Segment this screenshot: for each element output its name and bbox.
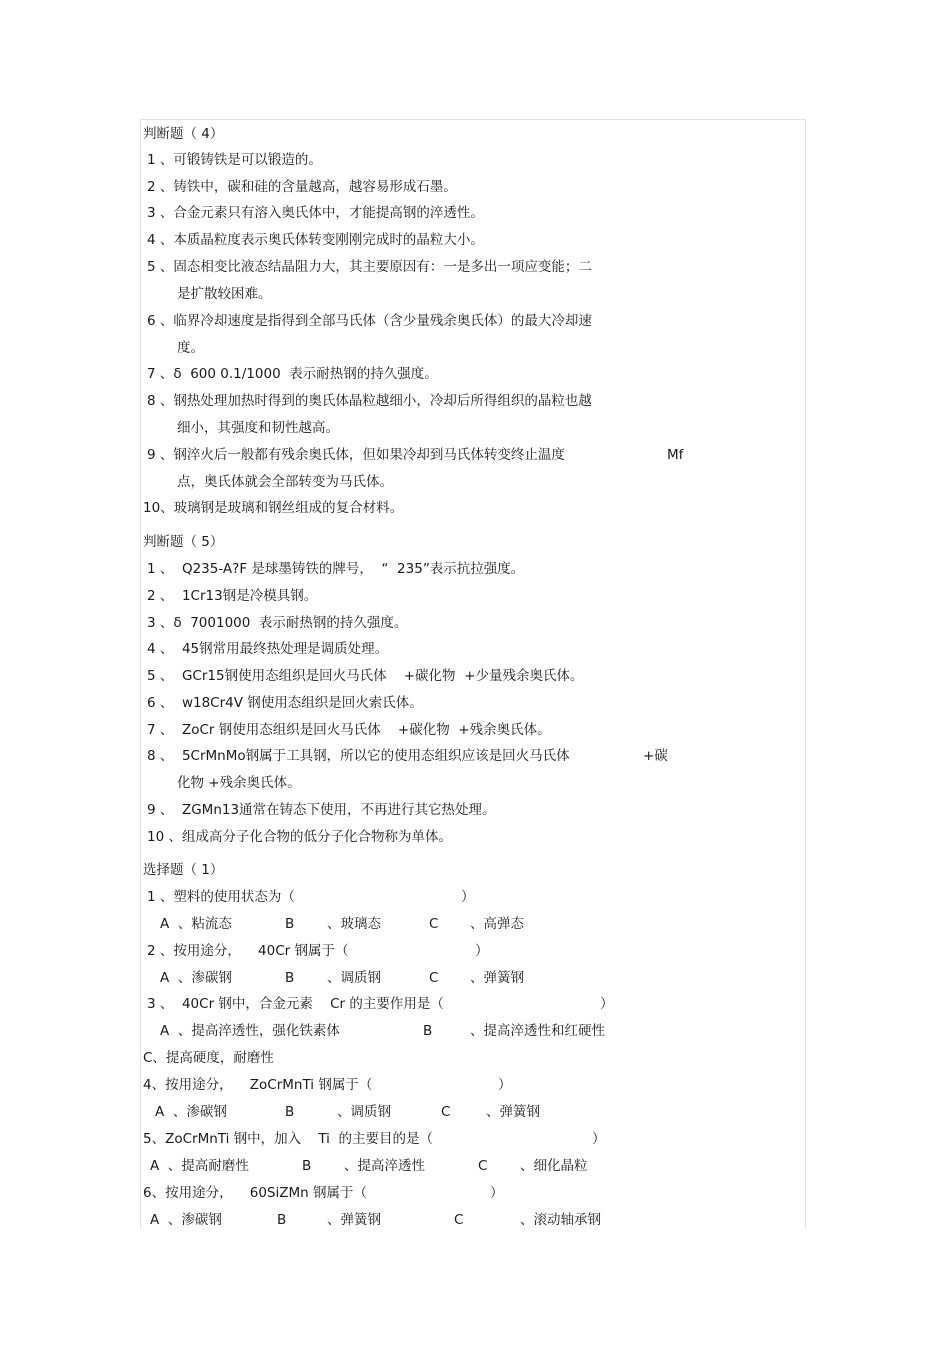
judgement-4-item-1: 1 、可锻铸铁是可以锻造的。 — [147, 152, 322, 168]
judgement-5-item-7: 7 、 ZoCr 钢使用态组织是回火马氏体 +碳化物 +残余奥氏体。 — [147, 722, 551, 738]
judgement-5-item-5: 5 、 GCr15钢使用态组织是回火马氏体 +碳化物 +少量残余奥氏体。 — [147, 668, 584, 684]
choice-q4-option-b-text: 、调质钢 — [337, 1104, 391, 1120]
judgement-5-item-1: 1 、 Q235-A?F 是球墨铸铁的牌号， “ 235”表示抗拉强度。 — [147, 561, 525, 577]
judgement-5-item-4: 4 、 45钢常用最终热处理是调质处理。 — [147, 641, 389, 657]
choice-q1-option-b-text: 、玻璃态 — [327, 916, 381, 932]
choice-q2-option-b-letter: B — [285, 970, 295, 986]
choice-q3-option-b-letter: B — [423, 1023, 433, 1039]
judgement-4-item-5-cont: 是扩散较困难。 — [177, 286, 272, 302]
choice-q1-option-c-text: 、高弹态 — [470, 916, 524, 932]
judgement-4-item-7: 7 、δ 600 0.1/1000 表示耐热钢的持久强度。 — [147, 366, 438, 382]
choice-q6-option-b-text: 、弹簧钢 — [327, 1212, 381, 1228]
judgement-5-item-8: 8 、 5CrMnMo钢属于工具钢，所以它的使用态组织应该是回火马氏体 — [147, 748, 570, 764]
judgement-4-item-9-cont: 点，奥氏体就会全部转变为马氏体。 — [177, 474, 393, 490]
choice-q5-option-c-letter: C — [478, 1158, 488, 1174]
judgement-5-item-6: 6 、 w18Cr4V 钢使用态组织是回火索氏体。 — [147, 695, 423, 711]
choice-q5-option-b-text: 、提高淬透性 — [344, 1158, 425, 1174]
judgement-5-item-8-cont: 化物 +残余奥氏体。 — [177, 775, 301, 791]
judgement-5-item-10: 10 、组成高分子化合物的低分子化合物称为单体。 — [147, 829, 452, 845]
choice-q2-stem: 2 、按用途分， 40Cr 钢属于（ — [147, 943, 349, 959]
choice-q4-option-b-letter: B — [285, 1104, 295, 1120]
judgement-5-item-3: 3 、δ 7001000 表示耐热钢的持久强度。 — [147, 615, 408, 631]
section-heading-choice-1: 选择题（ 1） — [143, 862, 224, 878]
choice-q6-stem: 6、按用途分， 60SiZMn 钢属于（ — [143, 1185, 367, 1201]
judgement-4-item-8: 8 、钢热处理加热时得到的奥氏体晶粒越细小，冷却后所得组织的晶粒也越 — [147, 393, 592, 409]
choice-q1-close-paren: ） — [461, 889, 475, 905]
choice-q4-option-a: A 、渗碳钢 — [155, 1104, 227, 1120]
choice-q6-option-b-letter: B — [277, 1212, 287, 1228]
judgement-4-item-5: 5 、固态相变比液态结晶阻力大，其主要原因有：一是多出一项应变能；二 — [147, 259, 592, 275]
choice-q2-option-c-text: 、弹簧钢 — [470, 970, 524, 986]
choice-q5-option-b-letter: B — [302, 1158, 312, 1174]
judgement-4-item-2: 2 、铸铁中，碳和硅的含量越高，越容易形成石墨。 — [147, 179, 457, 195]
judgement-4-item-9-mf: Mf — [667, 447, 684, 463]
choice-q3-option-c: C、提高硬度，耐磨性 — [143, 1050, 274, 1066]
choice-q3-stem: 3 、 40Cr 钢中，合金元素 Cr 的主要作用是（ — [147, 996, 444, 1012]
judgement-4-item-4: 4 、本质晶粒度表示奥氏体转变刚刚完成时的晶粒大小。 — [147, 232, 484, 248]
choice-q4-stem: 4、按用途分， ZoCrMnTi 钢属于（ — [143, 1077, 373, 1093]
choice-q6-option-a: A 、渗碳钢 — [150, 1212, 222, 1228]
choice-q1-stem: 1 、塑料的使用状态为（ — [147, 889, 295, 905]
judgement-4-item-6-cont: 度。 — [177, 340, 204, 356]
judgement-4-item-3: 3 、合金元素只有溶入奥氏体中，才能提高钢的淬透性。 — [147, 205, 484, 221]
choice-q2-option-c-letter: C — [429, 970, 439, 986]
choice-q5-option-c-text: 、细化晶粒 — [520, 1158, 588, 1174]
choice-q1-option-b-letter: B — [285, 916, 295, 932]
choice-q2-option-b-text: 、调质钢 — [327, 970, 381, 986]
choice-q1-option-a: A 、粘流态 — [160, 916, 232, 932]
choice-q2-option-a: A 、渗碳钢 — [160, 970, 232, 986]
section-heading-judgement-5: 判断题（ 5） — [143, 534, 224, 550]
choice-q5-option-a: A 、提高耐磨性 — [150, 1158, 249, 1174]
choice-q1-option-c-letter: C — [429, 916, 439, 932]
section-heading-judgement-4: 判断题（ 4） — [143, 126, 224, 142]
judgement-4-item-9: 9 、钢淬火后一般都有残余奥氏体，但如果冷却到马氏体转变终止温度 — [147, 447, 565, 463]
choice-q2-close-paren: ） — [475, 943, 489, 959]
judgement-4-item-6: 6 、临界冷却速度是指得到全部马氏体（含少量残余奥氏体）的最大冷却速 — [147, 313, 592, 329]
choice-q6-option-c-letter: C — [454, 1212, 464, 1228]
choice-q3-option-a: A 、提高淬透性，强化铁素体 — [160, 1023, 340, 1039]
judgement-5-item-9: 9 、 ZGMn13通常在铸态下使用，不再进行其它热处理。 — [147, 802, 496, 818]
choice-q3-close-paren: ） — [600, 996, 614, 1012]
judgement-4-item-8-cont: 细小，其强度和韧性越高。 — [177, 420, 339, 436]
choice-q4-close-paren: ） — [498, 1077, 512, 1093]
judgement-5-item-2: 2 、 1Cr13钢是冷模具钢。 — [147, 588, 318, 604]
judgement-4-item-10: 10、玻璃钢是玻璃和钢丝组成的复合材料。 — [143, 500, 404, 516]
choice-q4-option-c-text: 、弹簧钢 — [486, 1104, 540, 1120]
choice-q5-close-paren: ） — [592, 1131, 606, 1147]
judgement-5-item-8-tail: +碳 — [643, 748, 668, 764]
choice-q6-close-paren: ） — [490, 1185, 504, 1201]
choice-q6-option-c-text: 、滚动轴承钢 — [520, 1212, 601, 1228]
choice-q4-option-c-letter: C — [441, 1104, 451, 1120]
choice-q5-stem: 5、ZoCrMnTi 钢中，加入 Ti 的主要目的是（ — [143, 1131, 433, 1147]
choice-q3-option-b-text: 、提高淬透性和红硬性 — [470, 1023, 605, 1039]
